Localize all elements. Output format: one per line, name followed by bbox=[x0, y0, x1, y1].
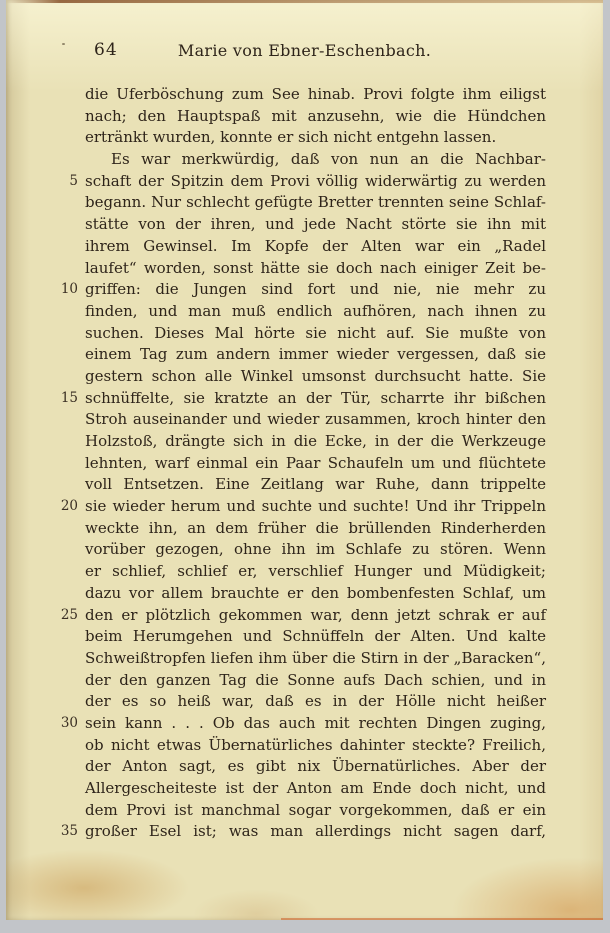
text-line bbox=[6, 323, 603, 345]
running-header: Marie von Ebner-Eschenbach. bbox=[177, 41, 432, 60]
line-text: Stroh auseinander und wieder zusammen, kroch hinter den bbox=[85, 410, 546, 429]
text-line bbox=[6, 691, 603, 713]
line-number: 30 bbox=[60, 714, 78, 731]
line-text: beim Herumgehen und Schnüffeln der Alten. Und kalte bbox=[85, 627, 546, 646]
line-number: 5 bbox=[69, 172, 78, 189]
line-text: die Uferböschung zum See hinab. Provi folgte ihm eiligst bbox=[85, 85, 546, 103]
line-text: der es so heiß war, daß es in der Hölle nicht heißer bbox=[85, 692, 546, 711]
line-text: Es war merkwürdig, daß von nun an die Nachbar- bbox=[111, 150, 546, 169]
text-line bbox=[6, 258, 603, 280]
text-line bbox=[6, 583, 603, 605]
text-line bbox=[6, 539, 603, 561]
text-line bbox=[6, 431, 603, 453]
text-line bbox=[6, 236, 603, 258]
text-line bbox=[6, 518, 603, 540]
text-block bbox=[6, 84, 603, 843]
line-text: suchen. Dieses Mal hörte sie nicht auf. Sie mußte von bbox=[85, 323, 546, 342]
line-number: 25 bbox=[60, 606, 78, 623]
line-text: ihrem Gewinsel. Im Kopfe der Alten war ein „Radel bbox=[85, 236, 546, 255]
text-line bbox=[6, 453, 603, 475]
text-line bbox=[6, 344, 603, 366]
text-line bbox=[6, 648, 603, 670]
line-text: lehnten, warf einmal ein Paar Schaufeln um und flüchtete bbox=[85, 453, 546, 472]
line-text: finden, und man muß endlich aufhören, nach ihnen zu bbox=[85, 301, 546, 320]
text-line bbox=[6, 670, 603, 692]
line-text: laufet“ worden, sonst hätte sie doch nach einiger Zeit be- bbox=[85, 258, 546, 277]
text-line bbox=[6, 84, 603, 106]
line-text: er schlief, schlief er, verschlief Hunger und Müdigkeit; bbox=[85, 562, 546, 581]
text-line bbox=[6, 496, 603, 518]
text-line bbox=[6, 474, 603, 496]
text-line bbox=[6, 626, 603, 648]
line-text: großer Esel ist; was man allerdings nicht sagen darf, bbox=[85, 822, 546, 841]
line-text: begann. Nur schlecht gefügte Bretter trennten seine Schlaf- bbox=[85, 193, 546, 212]
text-line bbox=[6, 778, 603, 800]
line-number: 10 bbox=[60, 281, 78, 298]
line-text: sie wieder herum und suchte und suchte! Und ihr Trippeln bbox=[85, 497, 546, 516]
line-text: Holzstoß, drängte sich in die Ecke, in der die Werkzeuge bbox=[85, 432, 546, 450]
line-number: 15 bbox=[60, 389, 78, 406]
line-text: gestern schon alle Winkel umsonst durchsucht hatte. Sie bbox=[85, 366, 546, 385]
line-text: dem Provi ist manchmal sogar vorgekommen, daß er ein bbox=[85, 800, 546, 819]
line-text: schnüffelte, sie kratzte an der Tür, scharrte ihr bißchen bbox=[85, 388, 546, 407]
text-line bbox=[6, 713, 603, 735]
line-text: der Anton sagt, es gibt nix Übernatürliches. Aber der bbox=[85, 757, 546, 776]
text-line bbox=[6, 756, 603, 778]
line-text: griffen: die Jungen sind fort und nie, nie mehr zu bbox=[85, 280, 546, 299]
text-line bbox=[6, 279, 603, 301]
text-line bbox=[6, 149, 603, 171]
text-line bbox=[6, 301, 603, 323]
line-text: ob nicht etwas Übernatürliches dahinter steckte? Freilich, bbox=[85, 735, 546, 754]
text-line bbox=[6, 409, 603, 431]
line-text: voll Entsetzen. Eine Zeitlang war Ruhe, dann trippelte bbox=[85, 475, 546, 494]
book-page bbox=[6, 0, 603, 920]
line-text: sein kann . . . Ob das auch mit rechten Dingen zuging, bbox=[85, 713, 546, 732]
line-text: weckte ihn, an dem früher die brüllenden Rinderherden bbox=[85, 518, 546, 537]
line-number: 20 bbox=[60, 498, 78, 515]
line-text: Allergescheiteste ist der Anton am Ende doch nicht, und bbox=[85, 779, 546, 797]
line-text: Schweißtropfen liefen ihm über die Stirn in der „Baracken“, bbox=[85, 648, 546, 667]
line-text: stätte von der ihren, und jede Nacht störte sie ihn mit bbox=[85, 215, 546, 234]
line-text: vorüber gezogen, ohne ihn im Schlafe zu stören. Wenn bbox=[85, 540, 546, 559]
text-line bbox=[6, 800, 603, 822]
line-text: den er plötzlich gekommen war, denn jetzt schrak er auf bbox=[85, 605, 546, 624]
text-line bbox=[6, 366, 603, 388]
text-line bbox=[6, 561, 603, 583]
line-text: einem Tag zum andern immer wieder vergessen, daß sie bbox=[85, 345, 546, 364]
text-line bbox=[6, 821, 603, 843]
line-text: dazu vor allem brauchte er den bombenfesten Schlaf, um bbox=[85, 583, 546, 602]
text-line bbox=[6, 214, 603, 236]
text-line bbox=[6, 192, 603, 214]
text-line bbox=[6, 127, 603, 149]
text-line bbox=[6, 106, 603, 128]
text-line bbox=[6, 605, 603, 627]
line-number: 35 bbox=[60, 823, 78, 840]
line-text: nach; den Hauptspaß mit anzusehn, wie die Hündchen bbox=[85, 106, 546, 125]
line-text: der den ganzen Tag die Sonne aufs Dach schien, und in bbox=[85, 670, 546, 689]
page-header bbox=[6, 40, 603, 66]
line-text: schaft der Spitzin dem Provi völlig widerwärtig zu werden bbox=[85, 171, 546, 190]
line-text: ertränkt wurden, konnte er sich nicht entgehn lassen. bbox=[85, 128, 497, 147]
text-line bbox=[6, 171, 603, 193]
page-number: 64 bbox=[94, 40, 118, 60]
text-line bbox=[6, 735, 603, 757]
text-line bbox=[6, 388, 603, 410]
